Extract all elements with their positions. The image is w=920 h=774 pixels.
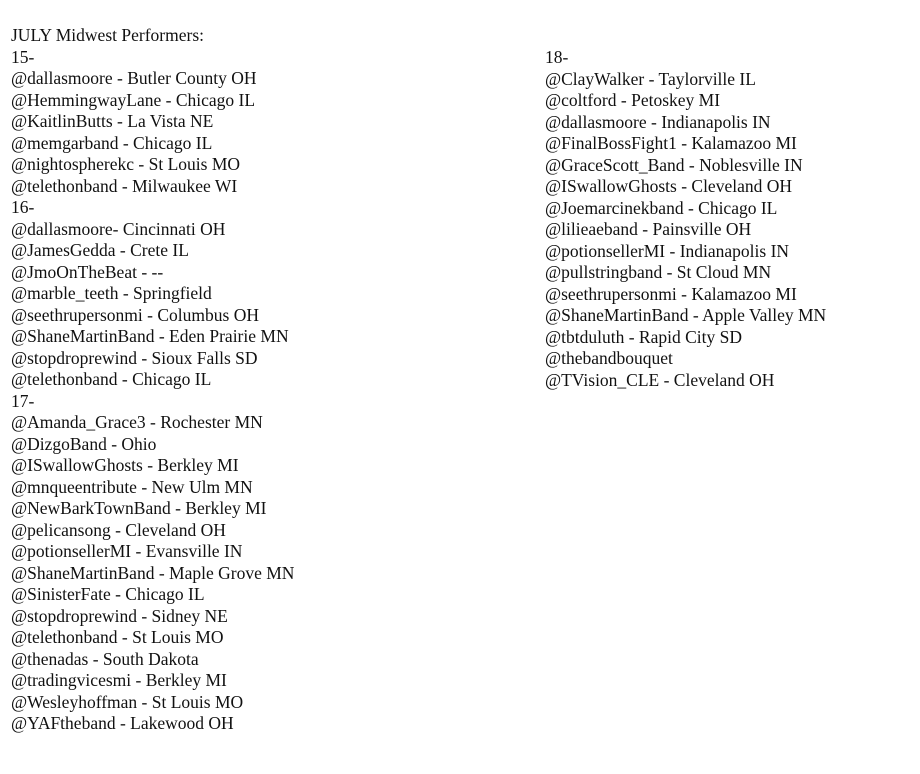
performer-entry: @dallasmoore - Butler County OH (11, 68, 257, 88)
performer-entry: @seethrupersonmi - Kalamazoo MI (545, 283, 797, 304)
performer-entry: @lilieaeband - Painsville OH (545, 219, 752, 239)
page-title: JULY Midwest Performers: (11, 25, 204, 45)
performer-entry: @Wesleyhoffman - St Louis MO (11, 691, 244, 712)
performer-entry: @potionsellerMI - Indianapolis IN (545, 240, 790, 261)
performer-entry: @thebandbouquet (545, 348, 673, 368)
day-block-15 (11, 47, 531, 198)
performer-entry: @mnqueentribute - New Ulm MN (11, 476, 253, 497)
performer-entry: @stopdroprewind - Sidney NE (11, 605, 228, 626)
performer-entry: @NewBarkTownBand - Berkley MI (11, 498, 267, 518)
performer-entry: @SinisterFate - Chicago IL (11, 584, 205, 604)
performer-entry: @coltford - Petoskey MI (545, 90, 721, 110)
performer-entry: @TVision_CLE - Cleveland OH (545, 369, 775, 390)
performer-entry: @Amanda_Grace3 - Rochester MN (11, 412, 263, 432)
performer-entry: @ShaneMartinBand - Eden Prairie MN (11, 326, 289, 346)
performer-entry: @JmoOnTheBeat - -- (11, 261, 164, 282)
performer-entry: @nightospherekc - St Louis MO (11, 154, 241, 174)
performer-entry: @JamesGedda - Crete IL (11, 240, 189, 260)
performer-entry: @DizgoBand - Ohio (11, 433, 157, 454)
performer-entry: @potionsellerMI - Evansville IN (11, 541, 243, 561)
performer-entry: @stopdroprewind - Sioux Falls SD (11, 347, 258, 368)
performer-entry: @pullstringband - St Cloud MN (545, 262, 772, 282)
day-block-16 (11, 197, 531, 391)
performer-entry: @pelicansong - Cleveland OH (11, 519, 226, 540)
day-heading: 17- (11, 390, 35, 411)
performer-entry: @YAFtheband - Lakewood OH (11, 713, 234, 733)
day-block-18 (545, 47, 915, 391)
performer-entry: @ShaneMartinBand - Maple Grove MN (11, 562, 295, 583)
performer-entry: @telethonband - Milwaukee WI (11, 175, 238, 196)
day-heading: 16- (11, 197, 35, 217)
right-column (545, 47, 915, 391)
performer-entry: @KaitlinButts - La Vista NE (11, 111, 214, 131)
performer-entry: @telethonband - St Louis MO (11, 627, 224, 647)
performer-entry: @ClayWalker - Taylorville IL (545, 68, 756, 89)
performer-entry: @tbtduluth - Rapid City SD (545, 326, 742, 347)
performer-entry: @Joemarcinekband - Chicago IL (545, 197, 778, 218)
performer-entry: @dallasmoore - Indianapolis IN (545, 111, 771, 132)
performer-entry: @FinalBossFight1 - Kalamazoo MI (545, 133, 797, 153)
day-heading: 15- (11, 46, 35, 67)
performer-entry: @thenadas - South Dakota (11, 648, 199, 669)
performer-entry: @tradingvicesmi - Berkley MI (11, 670, 227, 690)
performer-entry: @HemmingwayLane - Chicago IL (11, 89, 256, 110)
performer-entry: @seethrupersonmi - Columbus OH (11, 304, 259, 325)
performer-entry: @marble_teeth - Springfield (11, 283, 212, 303)
day-block-17 (11, 391, 531, 735)
performer-entry: @GraceScott_Band - Noblesville IN (545, 154, 803, 175)
left-column (11, 25, 531, 735)
performer-entry: @telethonband - Chicago IL (11, 369, 212, 389)
performer-entry: @ISwallowGhosts - Berkley MI (11, 455, 239, 475)
performer-entry: @dallasmoore- Cincinnati OH (11, 218, 226, 239)
day-heading: 18- (545, 47, 569, 67)
performer-entry: @memgarband - Chicago IL (11, 132, 213, 153)
performer-entry: @ShaneMartinBand - Apple Valley MN (545, 305, 827, 325)
performer-entry: @ISwallowGhosts - Cleveland OH (545, 176, 792, 196)
